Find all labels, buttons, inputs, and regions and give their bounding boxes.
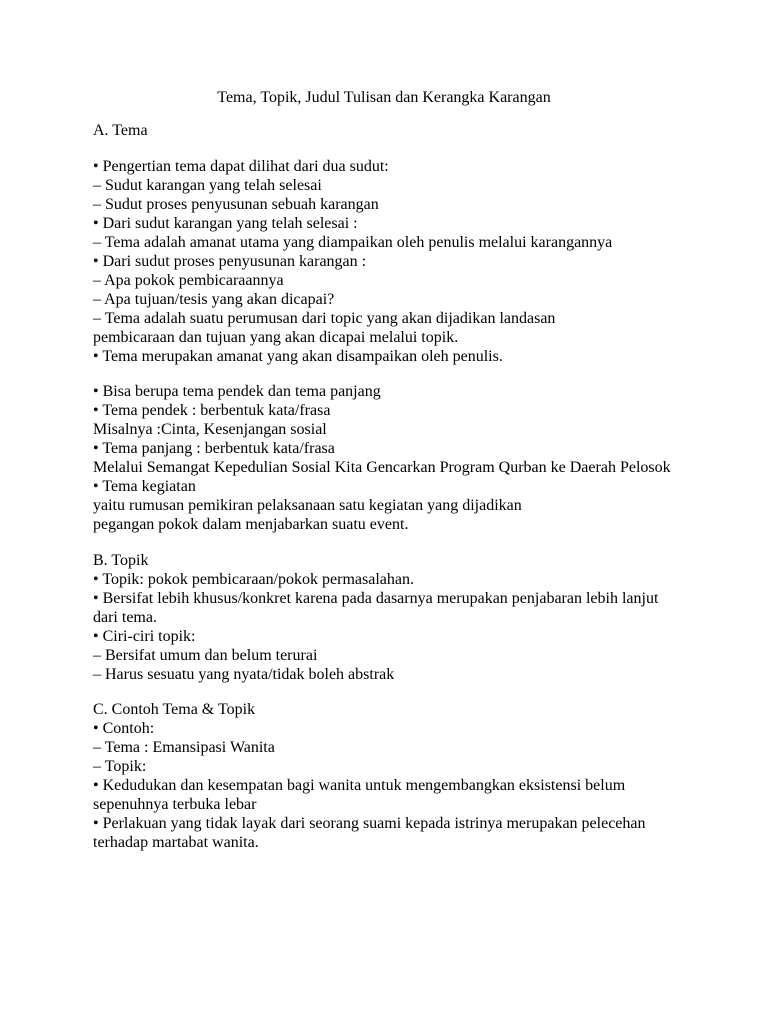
text-line: – Apa tujuan/tesis yang akan dicapai?	[93, 290, 335, 308]
text-line: – Tema adalah suatu perumusan dari topic yang akan dijadikan landasan	[93, 309, 556, 327]
text-line: yaitu rumusan pemikiran pelaksanaan satu kegiatan yang dijadikan	[93, 497, 522, 514]
text-line: pegangan pokok dalam menjabarkan suatu event.	[93, 516, 409, 533]
text-line: – Harus sesuatu yang nyata/tidak boleh abstrak	[93, 665, 395, 683]
text-line: – Bersifat umum dan belum terurai	[93, 646, 318, 664]
text-line: – Sudut proses penyusunan sebuah karangan	[93, 195, 379, 213]
text-line: • Kedudukan dan kesempatan bagi wanita untuk mengembangkan eksistensi belum sepenuhnya terbuka lebar	[93, 777, 626, 813]
section-heading: B. Topik	[93, 551, 149, 569]
section-heading: C. Contoh Tema & Topik	[93, 701, 256, 718]
text-line: Misalnya :Cinta, Kesenjangan sosial	[93, 421, 327, 438]
text-line: • Tema merupakan amanat yang akan disampaikan oleh penulis.	[93, 347, 503, 365]
topik-block	[93, 551, 678, 684]
paragraph-gap	[93, 140, 678, 157]
text-line: • Perlakuan yang tidak layak dari seorang suami kepada istrinya merupakan pelecehan	[93, 815, 646, 832]
text-line: Melalui Semangat Kepedulian Sosial Kita Gencarkan Program Qurban ke Daerah Pelosok	[93, 459, 671, 476]
text-line: • Tema kegiatan	[93, 478, 196, 495]
text-line: – Apa pokok pembicaraannya	[93, 271, 284, 289]
text-line: – Topik:	[93, 758, 147, 775]
text-line: terhadap martabat wanita.	[93, 834, 259, 851]
text-line: • Tema panjang : berbentuk kata/frasa	[93, 440, 335, 457]
text-line: • Tema pendek : berbentuk kata/frasa	[93, 402, 331, 419]
section-heading: A. Tema	[93, 122, 148, 139]
text-line: – Tema : Emansipasi Wanita	[93, 739, 275, 756]
text-line: • Ciri-ciri topik:	[93, 627, 196, 645]
tema-types-block	[93, 382, 678, 534]
text-line: pembicaraan dan tujuan yang akan dicapai melalui topik.	[93, 328, 459, 346]
text-line: • Dari sudut proses penyusunan karangan :	[93, 252, 367, 270]
text-line: • Contoh:	[93, 720, 155, 737]
paragraph-gap	[93, 534, 678, 551]
tema-definition-block	[93, 157, 678, 366]
document-body	[93, 121, 678, 852]
text-line: – Tema adalah amanat utama yang diampaikan oleh penulis melalui karangannya	[93, 233, 613, 251]
paragraph-gap	[93, 684, 678, 701]
paragraph-gap	[93, 366, 678, 383]
text-line: • Bisa berupa tema pendek dan tema panjang	[93, 383, 381, 400]
section-a-heading-block	[93, 121, 678, 140]
text-line: • Pengertian tema dapat dilihat dari dua sudut:	[93, 157, 389, 175]
document-title: Tema, Topik, Judul Tulisan dan Kerangka Karangan	[217, 89, 551, 106]
text-line: • Topik: pokok pembicaraan/pokok permasalahan.	[93, 570, 414, 588]
text-line: • Dari sudut karangan yang telah selesai :	[93, 214, 358, 232]
contoh-block	[93, 700, 678, 852]
text-line: – Sudut karangan yang telah selesai	[93, 176, 322, 194]
text-line: • Bersifat lebih khusus/konkret karena pada dasarnya merupakan penjabaran lebih lanjut dari tema.	[93, 589, 659, 626]
